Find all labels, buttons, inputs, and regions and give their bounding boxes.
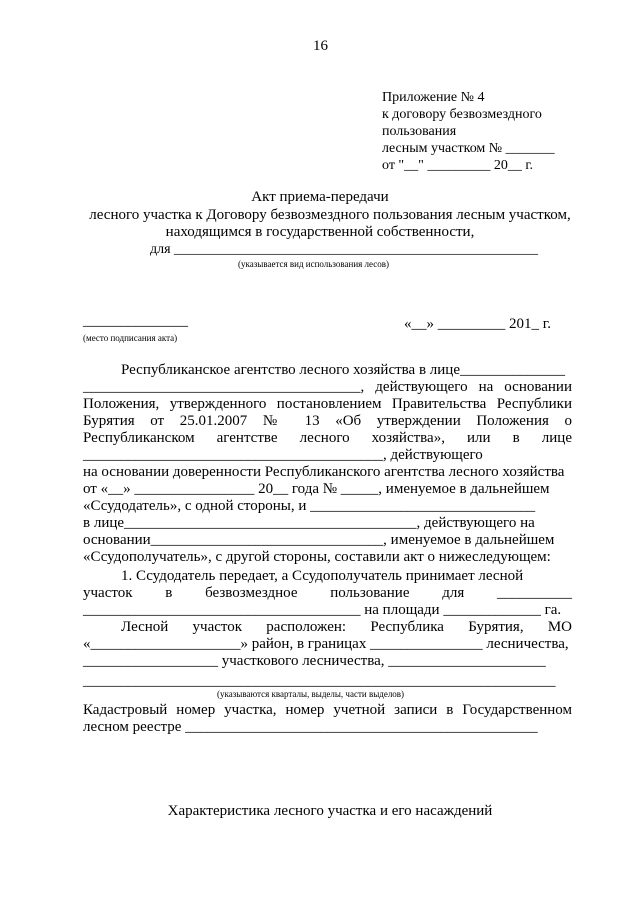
page-number: 16 xyxy=(313,38,328,54)
item-line: участок в безвозмездное пользование для __________ xyxy=(83,585,572,601)
item-line: _____________________________________ на площади _____________ га. xyxy=(83,602,562,618)
title-line: лесного участка к Договору безвозмездного пользования лесным участком, xyxy=(89,207,571,223)
body-line: ________________________________________, действующего xyxy=(83,447,483,463)
appendix-line: лесным участком № _______ xyxy=(382,141,555,156)
place-hint: (место подписания акта) xyxy=(83,333,178,343)
item-line: 1. Ссудодатель передает, а Ссудополучатель принимает лесной xyxy=(121,568,524,584)
cadastral-line: лесном реестре _______________________________________________ xyxy=(83,719,538,735)
date-line: «__» _________ 201_ г. xyxy=(404,316,551,332)
place-line: ______________ xyxy=(83,313,188,329)
body-line: в лице_______________________________________, действующего на xyxy=(83,515,535,531)
purpose-line: для ____________________________________________________ xyxy=(150,242,539,257)
section-title: Характеристика лесного участка и его насаждений xyxy=(167,803,493,819)
body-line: основании_______________________________, именуемое в дальнейшем xyxy=(83,532,555,548)
cadastral-line: Кадастровый номер участка, номер учетной записи в Государственном xyxy=(83,702,572,718)
title-line: находящимся в государственной собственности, xyxy=(165,224,475,240)
body-line: «Ссудополучатель», с другой стороны, составили акт о нижеследующем: xyxy=(83,549,551,565)
purpose-hint: (указывается вид использования лесов) xyxy=(238,259,389,269)
body-line: от «__» ________________ 20__ года № _____, именуемое в дальнейшем xyxy=(83,481,550,497)
appendix-line: к договору безвозмездного xyxy=(382,107,542,122)
body-line: Положения, утвержденного постановлением Правительства Республики xyxy=(83,396,572,412)
item-line: __________________ участкового лесничества, _____________________ xyxy=(83,653,546,669)
item-line: Лесной участок расположен: Республика Бурятия, МО xyxy=(121,619,572,635)
body-line: Республиканское агентство лесного хозяйства в лице______________ xyxy=(121,362,565,378)
item-line: «____________________» район, в границах _______________ лесничества, xyxy=(83,636,569,652)
body-line: на основании доверенности Республиканского агентства лесного хозяйства xyxy=(83,464,565,480)
appendix-line: от "__" _________ 20__ г. xyxy=(382,158,534,173)
body-line: Республиканском агентстве лесного хозяйства», или в лице xyxy=(83,430,572,446)
body-line: Бурятия от 25.01.2007 № 13 «Об утверждении Положения о xyxy=(83,413,572,429)
body-line: «Ссудодатель», с одной стороны, и ______________________________ xyxy=(83,498,536,514)
title-line: Акт приема-передачи xyxy=(251,189,389,205)
appendix-line: пользования xyxy=(382,124,457,139)
body-line: _____________________________________, действующего на основании xyxy=(83,379,572,395)
appendix-line: Приложение № 4 xyxy=(382,90,485,105)
item-line: _______________________________________________________________ xyxy=(83,673,556,689)
parcels-hint: (указываются кварталы, выделы, части выделов) xyxy=(217,689,405,699)
